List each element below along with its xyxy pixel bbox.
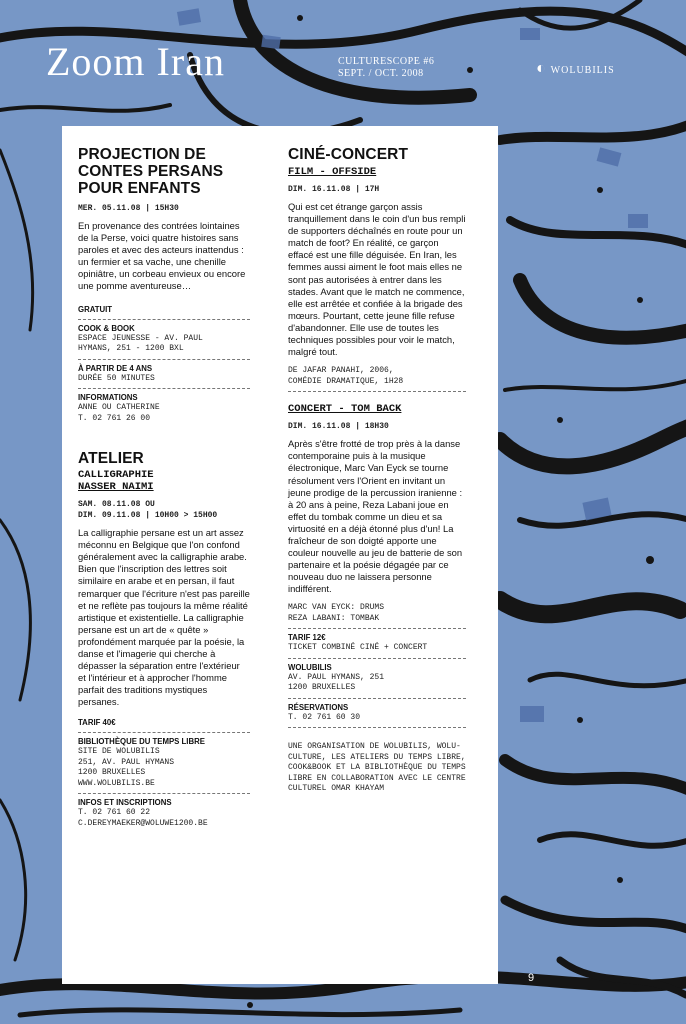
- event-atelier: [78, 450, 250, 833]
- wolubilis-logo-text: WOLUBILIS: [550, 65, 615, 76]
- info-label: TARIF 12€: [288, 633, 326, 643]
- info-text: ESPACE JEUNESSE - AV. PAUL HYMANS, 251 - 1200 BXL: [78, 333, 203, 354]
- event-description: Après s'être frotté de trop près à la danse contemporaine puis à la musique électronique, Marc Van Eyck se tourne résolument vers l'Orient en invitant un jeune prodige de la percussion iranienne : à 20 ans à peine, Reza Labani joue en effet du tombak comme un dieu et sa virtuosité en a déjà étonné plus d'un! La fraîcheur de son doigté apporte une couleur nouvelle au jeu de batterie de son partenaire et la poésie dégagée par ce nouveau duo ne laissera personne indifférent.: [288, 438, 463, 595]
- info-text: T. 02 761 60 30: [288, 712, 361, 722]
- event-date: DIM. 16.11.08 | 18H30: [288, 422, 389, 432]
- event-title: CINÉ-CONCERT: [288, 146, 409, 163]
- info-text: T. 02 761 60 22 C.DEREYMAEKER@WOLUWE1200.BE: [78, 808, 208, 828]
- event-subtitle: NASSER NAIMI: [78, 481, 154, 494]
- event-subtitle: CONCERT - TOM BACK: [288, 403, 402, 416]
- info-label: COOK & BOOK: [78, 323, 135, 333]
- info-gratuit: [78, 301, 250, 320]
- organisation-footer: UNE ORGANISATION DE WOLUBILIS, WOLU-CULTURE, LES ATELIERS DU TEMPS LIBRE, COOK&BOOK ET LA BIBLIOTHÈQUE DU TEMPS LIBRE EN COLLABORATION AVEC LE CENTRE CULTUREL OMAR KHAYAM: [288, 742, 466, 794]
- left-column: [78, 146, 250, 833]
- wolubilis-logo: [536, 60, 615, 78]
- event-contes-persans: [78, 146, 250, 428]
- info-reservations: [288, 699, 466, 729]
- film-credit: [288, 362, 466, 392]
- info-cook-book: [78, 320, 250, 360]
- right-column: [288, 146, 466, 795]
- info-text: SITE DE WOLUBILIS 251, AV. PAUL HYMANS 1200 BRUXELLES WWW.WOLUBILIS.BE: [78, 747, 175, 788]
- info-text: ANNE OU CATHERINE T. 02 761 26 00: [78, 403, 160, 423]
- event-description: En provenance des contrées lointaines de la Perse, voici quatre histoires sans paroles et avec des acteurs inattendus : un fermier et sa vache, une chenille opiniâtre, un corbeau envieux ou encore une pomme aventureuse…: [78, 220, 246, 292]
- magazine-title: Zoom Iran: [46, 39, 225, 84]
- event-date: MER. 05.11.08 | 15H30: [78, 204, 179, 213]
- event-title: ATELIER: [78, 450, 144, 468]
- info-text: AV. PAUL HYMANS, 251 1200 BRUXELLES: [288, 672, 385, 693]
- info-label: WOLUBILIS: [288, 662, 332, 672]
- credit-text: DE JAFAR PANAHI, 2006, COMÉDIE DRAMATIQUE, 1H28: [288, 366, 404, 386]
- info-label: TARIF 40€: [78, 718, 116, 728]
- issue-number: CULTURESCOPE #6: [338, 56, 435, 67]
- event-subtitle: FILM - OFFSIDE: [288, 166, 377, 178]
- event-subtitle: CALLIGRAPHIE: [78, 469, 154, 482]
- info-label: À PARTIR DE 4 ANS: [78, 363, 153, 373]
- concert-credit: [288, 599, 466, 629]
- info-label: INFORMATIONS: [78, 393, 138, 403]
- issue-date: SEPT. / OCT. 2008: [338, 68, 424, 79]
- wolubilis-logo-icon: ◐: [536, 60, 547, 77]
- info-text: TICKET COMBINÉ CINÉ + CONCERT: [288, 643, 428, 653]
- info-label: RÉSERVATIONS: [288, 702, 349, 712]
- info-wolubilis: [288, 659, 466, 699]
- event-cine-concert: [288, 146, 466, 392]
- info-bibliotheque: [78, 733, 250, 794]
- issue-info: [338, 56, 434, 80]
- event-date: DIM. 16.11.08 | 17H: [288, 185, 380, 194]
- event-title: PROJECTION DE CONTES PERSANS POUR ENFANTS: [78, 146, 224, 197]
- event-description: La calligraphie persane est un art assez méconnu en Belgique que l'on confond généralement avec la calligraphie arabe. Bien que l'inscription des lettres soit similaire en arabe et en persan, il faut remarquer que l'écriture n'est pas pareille et ne reflète pas toujours la même réalité artistique et existentielle. La calligraphie persane est un art de « quête » profondément marquée par la poésie, la danse et l'imagerie qui cherche à dépasser la séparation entre l'extérieur et l'intérieur et à approcher l'homme parfait des traditions mystiques persanes.: [78, 527, 250, 708]
- page-number: 9: [528, 972, 535, 984]
- info-text: DURÉE 50 MINUTES: [78, 373, 155, 383]
- events-panel: [62, 126, 498, 984]
- event-concert-tom-back: [288, 403, 466, 795]
- info-label: GRATUIT: [78, 304, 113, 314]
- info-age: [78, 360, 250, 390]
- credit-text: MARC VAN EYCK: DRUMS REZA LABANI: TOMBAK: [288, 603, 385, 623]
- event-date: SAM. 08.11.08 OU DIM. 09.11.08 | 10H00 > 15H00: [78, 500, 218, 521]
- info-tarif: [78, 714, 250, 733]
- info-label: BIBLIOTHÈQUE DU TEMPS LIBRE: [78, 737, 205, 747]
- event-description: Qui est cet étrange garçon assis tranquillement dans le coin d'un bus rempli de supporters déchaînés en route pour un match de foot? En réalité, ce garçon effacé est une fille déguisée. En Iran, les femmes aussi aiment le foot mais elles ne sont pas autorisées à entrer dans les stades. Avant que le match ne commence, elle est arrêtée et confiée à la brigade des mœurs. Pourtant, cette jeune fille refuse d'abandonner. Elle use de toutes les techniques possibles pour voir le match, malgré tout.: [288, 201, 466, 358]
- info-tarif: [288, 629, 466, 659]
- info-informations: [78, 389, 250, 428]
- info-inscriptions: [78, 794, 250, 833]
- info-label: INFOS ET INSCRIPTIONS: [78, 798, 172, 808]
